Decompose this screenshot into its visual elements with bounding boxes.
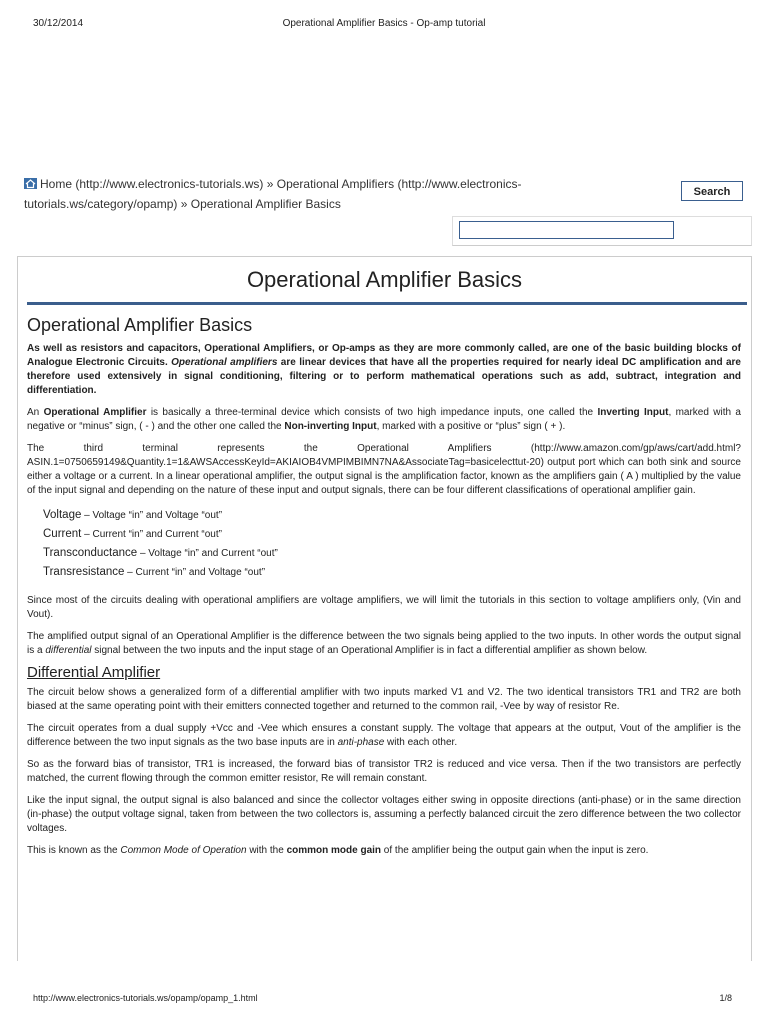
list-item: Transresistance – Current “in” and Voltage “out”	[43, 566, 266, 578]
paragraph-third-terminal: The third terminal represents the Operational Amplifiers (http://www.amazon.com/gp/aws/cart/add.html?ASIN.1=0750659149&Quantity.1=1&AWSAccessKeyId=AKIAIOB4VMPIMBIMN7NA&AssociateTag=basicelecttut-20) output port which can both sink and source either a voltage or a current. In a linear operational amplifier, the output signal is the amplification factor, known as the amplifiers gain ( A ) multiplied by the value of the input signal and depending on the nature of these input and output signals, there can be four different classifications of operational amplifier gain.	[27, 443, 741, 496]
section-heading: Operational Amplifier Basics	[27, 315, 253, 335]
breadcrumb-current: Operational Amplifier Basics	[190, 197, 341, 211]
article-title: Operational Amplifier Basics	[246, 267, 523, 292]
breadcrumb	[24, 174, 564, 214]
gain-classification-list	[43, 506, 741, 582]
breadcrumb-separator: »	[177, 197, 191, 211]
paragraph-common-mode: This is known as the Common Mode of Operation with the common mode gain of the amplifier being the output gain when the input is zero.	[27, 845, 649, 856]
paragraph-circuit-description: The circuit below shows a generalized form of a differential amplifier with two inputs marked V1 and V2. The two identical transistors TR1 and TR2 are both biased at the same operating point with their emitters connected together and returned to the common rail, -Vee by way of resistor Re.	[27, 687, 741, 712]
breadcrumb-category-link[interactable]: Operational Amplifiers (http://www.electronics-tutorials.ws/category/opamp)	[24, 177, 522, 211]
search-input[interactable]	[459, 221, 674, 239]
list-item: Current – Current “in” and Current “out”	[43, 528, 222, 540]
list-item: Transconductance – Voltage “in” and Current “out”	[43, 547, 278, 559]
home-icon	[24, 178, 37, 189]
print-url: http://www.electronics-tutorials.ws/opamp/opamp_1.html	[33, 993, 258, 1003]
differential-amplifier-heading: Differential Amplifier	[27, 664, 161, 681]
paragraph-dual-supply: The circuit operates from a dual supply +Vcc and -Vee which ensures a constant supply. The voltage that appears at the output, Vout of the amplifier is the difference between the two input signals as the two base inputs are in anti-phase with each other.	[27, 723, 741, 748]
print-page-title: Operational Amplifier Basics - Op-amp tutorial	[282, 18, 486, 29]
list-item: Voltage – Voltage “in” and Voltage “out”	[43, 509, 223, 521]
paragraph-forward-bias: So as the forward bias of transistor, TR1 is increased, the forward bias of transistor TR2 is reduced and vice versa. Then if the two transistors are perfectly matched, the current flowing through the common emitter resistor, Re will remain constant.	[27, 759, 741, 784]
print-date: 30/12/2014	[33, 18, 84, 29]
breadcrumb-separator: »	[263, 177, 277, 191]
paragraph-voltage-amplifiers: Since most of the circuits dealing with operational amplifiers are voltage amplifiers, we will limit the tutorials in this section to voltage amplifiers only, (Vin and Vout).	[27, 595, 741, 620]
breadcrumb-home-link[interactable]: Home (http://www.electronics-tutorials.ws)	[40, 177, 264, 191]
title-divider	[27, 302, 747, 305]
paragraph-definition: An Operational Amplifier is basically a three-terminal device which consists of two high impedance inputs, one called the Inverting Input, marked with a negative or “minus” sign, ( - ) and the other one called the Non-inverting Input, marked with a positive or “plus” sign ( + ).	[27, 407, 741, 432]
article-content	[27, 315, 741, 866]
search-box	[452, 216, 752, 246]
intro-paragraph: As well as resistors and capacitors, Operational Amplifiers, or Op-amps as they are more commonly called, are one of the basic building blocks of Analogue Electronic Circuits. Operational amplifiers are linear devices that have all the properties required for nearly ideal DC amplification and are therefore used extensively in signal conditioning, filtering or to perform mathematical operations such as add, subtract, integration and differentiation.	[27, 343, 741, 396]
paragraph-output-balanced: Like the input signal, the output signal is also balanced and since the collector voltages either swing in opposite directions (anti-phase) or in the same direction (in-phase) the output voltage signal, taken from between the two collectors is, assuming a perfectly balanced circuit the zero difference between the two collector voltages.	[27, 795, 741, 834]
search-button[interactable]: Search	[681, 181, 743, 201]
print-page-number: 1/8	[719, 993, 732, 1003]
paragraph-differential-signal: The amplified output signal of an Operational Amplifier is the difference between the two signals being applied to the two inputs. In other words the output signal is a differential signal between the two inputs and the input stage of an Operational Amplifier is in fact a differential amplifier as shown below.	[27, 631, 741, 656]
